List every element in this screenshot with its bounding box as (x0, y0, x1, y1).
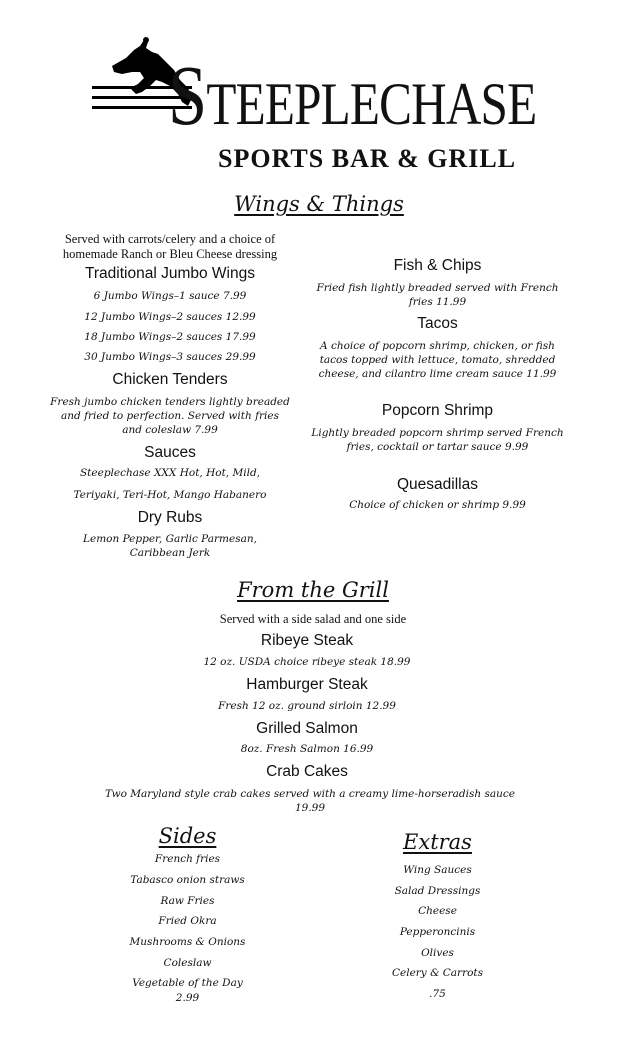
wings-option: 18 Jumbo Wings–2 sauces 17.99 (84, 331, 256, 343)
fish-chips-name: Fish & Chips (393, 257, 482, 274)
chicken-tenders-name: Chicken Tenders (112, 371, 228, 388)
side-item: French fries (154, 853, 221, 865)
brand-title-rest: TEEPLECHASE (206, 71, 537, 137)
side-item: Mushrooms & Onions (129, 936, 246, 948)
wings-option: 30 Jumbo Wings–3 sauces 29.99 (84, 351, 256, 363)
extra-item: Celery & Carrots (391, 967, 484, 979)
crab-cakes-desc: Two Maryland style crab cakes served with a creamy lime-horseradish sauce 19.99 (105, 788, 515, 814)
wings-option: 12 Jumbo Wings–2 sauces 12.99 (84, 311, 256, 323)
sauces-line-1: Steeplechase XXX Hot, Hot, Mild, (79, 467, 260, 479)
side-item: Tabasco onion straws (130, 874, 245, 886)
traditional-wings-name: Traditional Jumbo Wings (85, 265, 255, 282)
sauces-name: Sauces (144, 444, 196, 461)
extras-section-title: Extras (403, 830, 472, 854)
ribeye-steak-name: Ribeye Steak (260, 632, 354, 649)
sides-section-title: Sides (158, 824, 217, 848)
extra-item: Salad Dressings (394, 885, 481, 897)
brand-subtitle: SPORTS BAR & GRILL (218, 144, 517, 173)
side-item: Fried Okra (158, 915, 217, 927)
tacos-name: Tacos (417, 315, 458, 332)
sides-price: 2.99 (175, 992, 200, 1004)
side-item: Vegetable of the Day (132, 977, 243, 989)
brand-title-initial: S (168, 47, 207, 143)
sauces-line-2: Teriyaki, Teri-Hot, Mango Habanero (73, 489, 267, 501)
extra-item: Wing Sauces (403, 864, 472, 876)
quesadillas-name: Quesadillas (397, 476, 478, 493)
side-item: Raw Fries (160, 895, 215, 907)
hamburger-steak-desc: Fresh 12 oz. ground sirloin 12.99 (218, 700, 396, 712)
grill-section-title: From the Grill (237, 578, 389, 602)
tacos-desc: A choice of popcorn shrimp, chicken, or fish tacos topped with lettuce, tomato, shredded cheese, and cilantro lime cream sauce 11.99 (318, 340, 557, 380)
side-item: Coleslaw (163, 957, 212, 969)
grilled-salmon-name: Grilled Salmon (256, 720, 358, 737)
ribeye-steak-desc: 12 oz. USDA choice ribeye steak 18.99 (203, 656, 411, 668)
extra-item: Olives (421, 947, 454, 959)
grilled-salmon-desc: 8oz. Fresh Salmon 16.99 (240, 743, 374, 755)
extra-item: Pepperoncinis (399, 926, 476, 938)
dry-rubs-desc: Lemon Pepper, Garlic Parmesan, Caribbean Jerk (83, 533, 257, 559)
brand-title (168, 47, 537, 143)
dry-rubs-name: Dry Rubs (137, 509, 203, 526)
wings-section-title: Wings & Things (234, 192, 404, 216)
chicken-tenders-desc: Fresh jumbo chicken tenders lightly breaded and fried to perfection. Served with fries and coleslaw 7.99 (50, 396, 290, 436)
hamburger-steak-name: Hamburger Steak (246, 676, 368, 693)
fish-chips-desc: Fried fish lightly breaded served with French fries 11.99 (316, 282, 559, 308)
popcorn-shrimp-desc: Lightly breaded popcorn shrimp served French fries, cocktail or tartar sauce 9.99 (311, 427, 564, 453)
grill-note: Served with a side salad and one side (219, 612, 407, 626)
wings-option: 6 Jumbo Wings–1 sauce 7.99 (93, 290, 247, 302)
crab-cakes-name: Crab Cakes (266, 763, 348, 780)
popcorn-shrimp-name: Popcorn Shrimp (381, 402, 494, 419)
extras-price: .75 (429, 988, 446, 1000)
quesadillas-desc: Choice of chicken or shrimp 9.99 (349, 499, 526, 511)
wings-note: Served with carrots/celery and a choice of homemade Ranch or Bleu Cheese dressing (62, 232, 278, 261)
extra-item: Cheese (418, 905, 457, 917)
